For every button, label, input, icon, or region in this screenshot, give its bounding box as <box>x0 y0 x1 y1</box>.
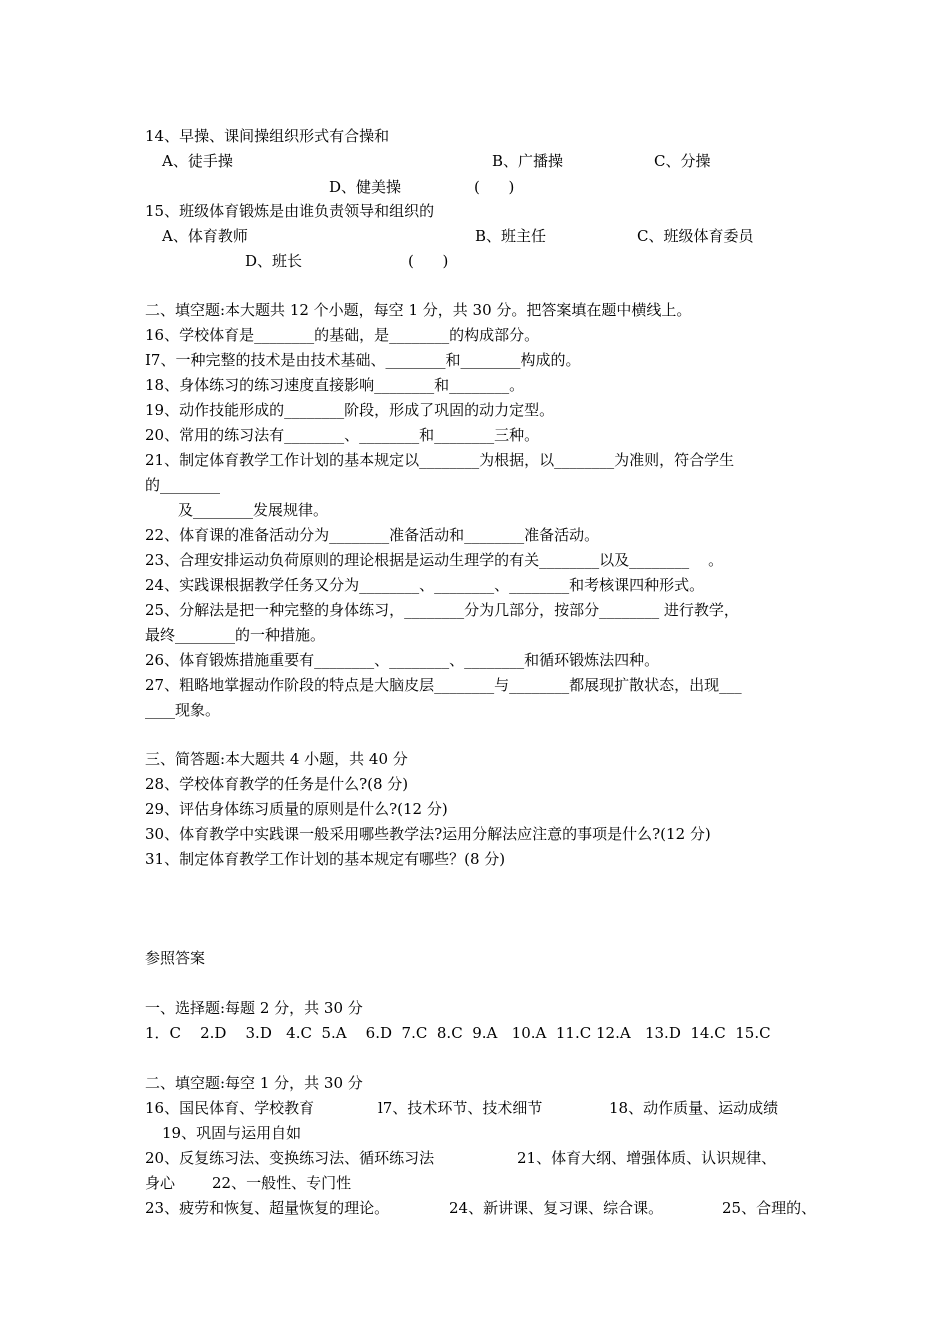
answers-mc-line: 1．C 2.D 3.D 4.C 5.A 6.D 7.C 8.C 9.A 10.A 11.C 12.A 13.D 14.C 15.C <box>145 1024 771 1042</box>
answers-mc-heading: 一、选择题:每题 2 分，共 30 分 <box>145 999 363 1017</box>
answer-16: 16、国民体育、学校教育 <box>145 1099 315 1117</box>
q14-option-b: B、广播操 <box>492 152 564 170</box>
q15-option-b: B、班主任 <box>475 227 547 245</box>
q14-stem: 14、早操、课间操组织形式有合操和 <box>145 127 390 145</box>
q28: 28、学校体育教学的任务是什么?(8 分) <box>145 775 409 793</box>
q21-line-3: 及________发展规律。 <box>178 501 329 519</box>
q27-line-2: ____现象。 <box>145 701 221 719</box>
q19: 19、动作技能形成的________阶段，形成了巩固的动力定型。 <box>145 401 555 419</box>
q29: 29、评估身体练习质量的原则是什么?(12 分) <box>145 800 448 818</box>
q16: 16、学校体育是________的基础，是________的构成部分。 <box>145 326 540 344</box>
short-section-heading: 三、简答题:本大题共 4 小题，共 40 分 <box>145 750 408 768</box>
q14-answer-paren: ( ) <box>474 178 515 196</box>
answer-18: 18、动作质量、运动成绩 <box>609 1099 779 1117</box>
fill-section-heading: 二、填空题:本大题共 12 个小题，每空 1 分，共 30 分。把答案填在题中横线上。 <box>145 301 692 319</box>
q14-option-d: D、健美操 <box>329 178 402 196</box>
q31: 31、制定体育教学工作计划的基本规定有哪些？(8 分) <box>145 850 506 868</box>
q17: I7、一种完整的技术是由技术基础、________和________构成的。 <box>145 351 581 369</box>
answers-title: 参照答案 <box>145 949 206 967</box>
answer-19: 19、巩固与运用自如 <box>162 1124 302 1142</box>
answer-25: 25、合理的、 <box>722 1199 817 1217</box>
q25-line-2: 最终________的一种措施。 <box>145 626 326 644</box>
q27-line-1: 27、粗略地掌握动作阶段的特点是大脑皮层________与________都展现扩散状态，出现___ <box>145 676 742 694</box>
q22: 22、体育课的准备活动分为________准备活动和________准备活动。 <box>145 526 600 544</box>
q20: 20、常用的练习法有________、________和________三种。 <box>145 426 540 444</box>
answer-22: 22、一般性、专门性 <box>212 1174 352 1192</box>
answer-23: 23、疲劳和恢复、超量恢复的理论。 <box>145 1199 390 1217</box>
answer-17: l7、技术环节、技术细节 <box>378 1099 543 1117</box>
q21-line-2: 的________ <box>145 476 221 494</box>
q15-answer-paren: ( ) <box>408 252 449 270</box>
q24: 24、实践课根据教学任务又分为________、________、________和考核课四种形式。 <box>145 576 705 594</box>
q15-option-d: D、班长 <box>245 252 303 270</box>
q15-stem: 15、班级体育锻炼是由谁负责领导和组织的 <box>145 202 435 220</box>
q23: 23、合理安排运动负荷原则的理论根据是运动生理学的有关________以及________ 。 <box>145 551 724 569</box>
answer-20: 20、反复练习法、变换练习法、循环练习法 <box>145 1149 435 1167</box>
q26: 26、体育锻炼措施重要有________、________、________和循环锻炼法四种。 <box>145 651 660 669</box>
answer-24: 24、新讲课、复习课、综合课。 <box>449 1199 664 1217</box>
q14-option-c: C、分操 <box>654 152 711 170</box>
q14-option-a: A、徒手操 <box>162 152 233 170</box>
answer-21-line-2: 身心 <box>145 1174 176 1192</box>
q21-line-1: 21、制定体育教学工作计划的基本规定以________为根据，以________为准则，符合学生 <box>145 451 735 469</box>
q15-option-a: A、体育教师 <box>162 227 248 245</box>
q25-line-1: 25、分解法是把一种完整的身体练习，________分为几部分，按部分________ 进行教学， <box>145 601 739 619</box>
q18: 18、身体练习的练习速度直接影响________和________。 <box>145 376 525 394</box>
answers-fill-heading: 二、填空题:每空 1 分，共 30 分 <box>145 1074 363 1092</box>
q15-option-c: C、班级体育委员 <box>637 227 754 245</box>
q30: 30、体育教学中实践课一般采用哪些教学法?运用分解法应注意的事项是什么?(12 分) <box>145 825 711 843</box>
answer-21-line-1: 21、体育大纲、增强体质、认识规律、 <box>517 1149 777 1167</box>
